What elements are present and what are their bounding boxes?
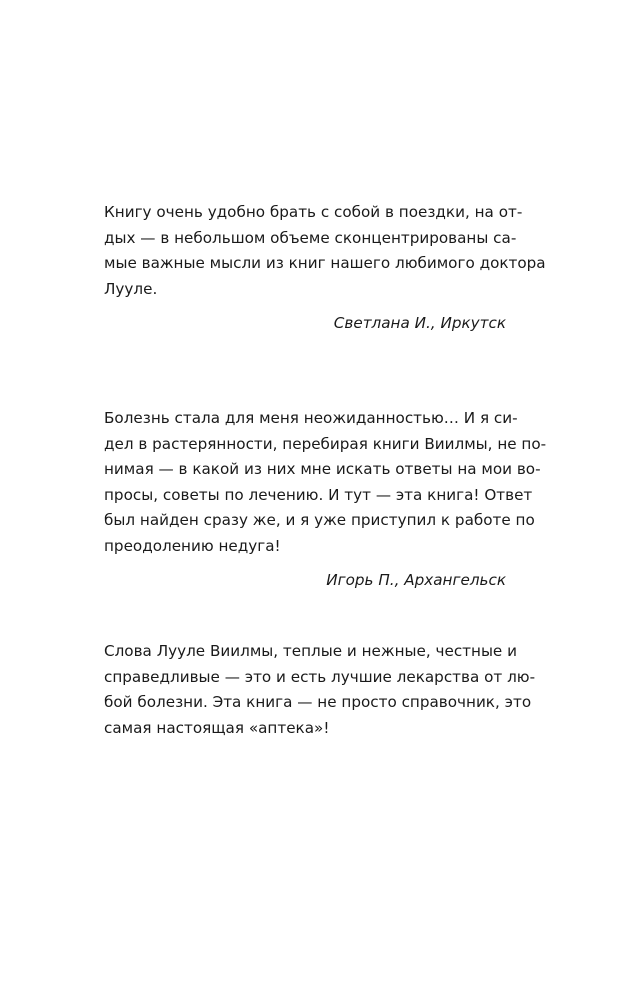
review-1-line-1: Книгу очень удобно брать с собой в поездки, на от- <box>104 203 523 221</box>
review-2-line-5: был найден сразу же, и я уже приступил к работе по <box>104 511 535 529</box>
review-1-author: Светлана И., Иркутск <box>333 314 506 332</box>
review-3-line-1: Слова Лууле Виилмы, теплые и нежные, честные и <box>104 642 517 660</box>
review-2-line-3: нимая — в какой из них мне искать ответы на мои во- <box>104 460 541 478</box>
review-3-line-4: самая настоящая «аптека»! <box>104 718 330 737</box>
review-2-line-4: просы, советы по лечению. И тут — эта книга! Ответ <box>104 485 533 504</box>
review-2-author: Игорь П., Архангельск <box>326 571 506 589</box>
review-1 <box>104 200 546 337</box>
review-3-line-2: справедливые — это и есть лучшие лекарства от лю- <box>104 667 536 686</box>
review-2-line-6: преодолению недуга! <box>104 536 281 555</box>
review-3-line-3: бой болезни. Эта книга — не просто справочник, это <box>104 693 532 711</box>
review-2-line-1: Болезнь стала для меня неожиданностью… И я си- <box>104 409 518 427</box>
review-2-line-2: дел в растерянности, перебирая книги Виилмы, не по- <box>104 434 547 453</box>
review-3 <box>104 639 536 741</box>
review-2 <box>104 406 547 594</box>
review-1-line-2: дых — в небольшом объеме сконцентрированы са- <box>104 228 517 247</box>
review-1-line-3: мые важные мысли из книг нашего любимого доктора <box>104 254 546 272</box>
review-1-line-4: Лууле. <box>104 279 158 298</box>
